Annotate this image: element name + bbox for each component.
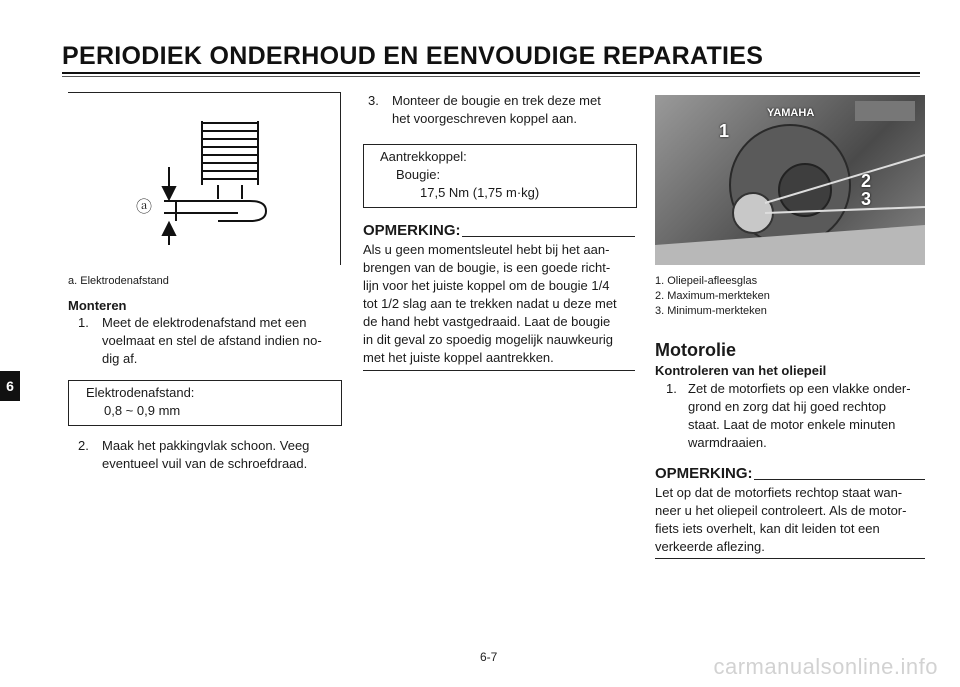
photo-mark-3: 3 (861, 189, 872, 209)
torque-value: 17,5 Nm (1,75 m·kg) (420, 185, 540, 200)
note-title-rule (754, 479, 925, 480)
step-number: 1. (78, 315, 89, 330)
section-title-monteren: Monteren (68, 298, 127, 313)
spark-plug-figure (68, 92, 341, 265)
legend-item: 1. Oliepeil-afleesglas (655, 275, 758, 287)
spark-plug-icon (68, 93, 340, 265)
header-rule (62, 72, 920, 74)
note-text: met het juiste koppel aantrekken. (363, 350, 554, 365)
figure-callout-a: ⓐ (136, 199, 153, 216)
legend-item: 2. Maximum-merkteken (655, 290, 770, 302)
step-text: het voorgeschreven koppel aan. (392, 111, 578, 126)
torque-item: Bougie: (396, 167, 441, 182)
step-text: grond en zorg dat hij goed rechtop (688, 399, 887, 414)
note-title-rule (462, 236, 635, 237)
step-text: staat. Laat de motor enkele minuten (688, 417, 896, 432)
note-text: in dit geval zo spoedig mogelijk nauwkeurig (363, 332, 614, 347)
note-text: verkeerde aflezing. (655, 539, 765, 554)
step-text: eventueel vuil van de schroefdraad. (102, 456, 308, 471)
step-number: 3. (368, 93, 379, 108)
note-text: de hand hebt vastgedraaid. Laat de bougie (363, 314, 611, 329)
spec-value: 0,8 ~ 0,9 mm (104, 403, 181, 418)
note-text: Als u geen momentsleutel hebt bij het aan- (363, 242, 610, 257)
section-title-motorolie: Motorolie (655, 340, 736, 360)
step-text: dig af. (102, 351, 138, 366)
engine-photo-icon (655, 95, 925, 265)
page-number: 6-7 (480, 650, 498, 664)
legend-item: 3. Minimum-merkteken (655, 305, 767, 317)
spec-label: Elektrodenafstand: (86, 385, 195, 400)
page-title: PERIODIEK ONDERHOUD EN EENVOUDIGE REPARATIES (62, 42, 764, 70)
photo-mark-2: 2 (861, 171, 872, 191)
note-text: lijn voor het juiste koppel om de bougie 1/4 (363, 278, 610, 293)
note-end-rule (363, 370, 635, 371)
step-number: 1. (666, 381, 677, 396)
watermark: carmanualsonline.info (713, 654, 938, 679)
header-rule-thin (62, 76, 920, 77)
subsection-title: Kontroleren van het oliepeil (655, 363, 827, 378)
figure-caption: a. Elektrodenafstand (68, 275, 169, 287)
step-text: Meet de elektrodenafstand met een (102, 315, 307, 330)
note-text: neer u het oliepeil controleert. Als de motor- (655, 503, 907, 518)
note-text: Let op dat de motorfiets rechtop staat wan- (655, 485, 903, 500)
photo-yamaha-text: YAMAHA (767, 107, 815, 119)
chapter-tab: 6 (0, 371, 20, 401)
step-text: Monteer de bougie en trek deze met (392, 93, 601, 108)
step-number: 2. (78, 438, 89, 453)
photo-mark-1: 1 (719, 121, 730, 141)
step-text: warmdraaien. (688, 435, 767, 450)
step-text: Maak het pakkingvlak schoon. Veeg (102, 438, 310, 453)
note-text: brengen van de bougie, is een goede richt- (363, 260, 611, 275)
note-title: OPMERKING: (363, 222, 461, 239)
note-text: fiets iets overhelt, kan dit leiden tot een (655, 521, 880, 536)
note-end-rule (655, 558, 925, 559)
step-text: Zet de motorfiets op een vlakke onder- (688, 381, 911, 396)
note-title: OPMERKING: (655, 465, 753, 482)
note-text: tot 1/2 slag aan te trekken nadat u deze met (363, 296, 617, 311)
step-text: voelmaat en stel de afstand indien no- (102, 333, 322, 348)
torque-label: Aantrekkoppel: (380, 149, 467, 164)
oil-window-photo (655, 95, 925, 265)
